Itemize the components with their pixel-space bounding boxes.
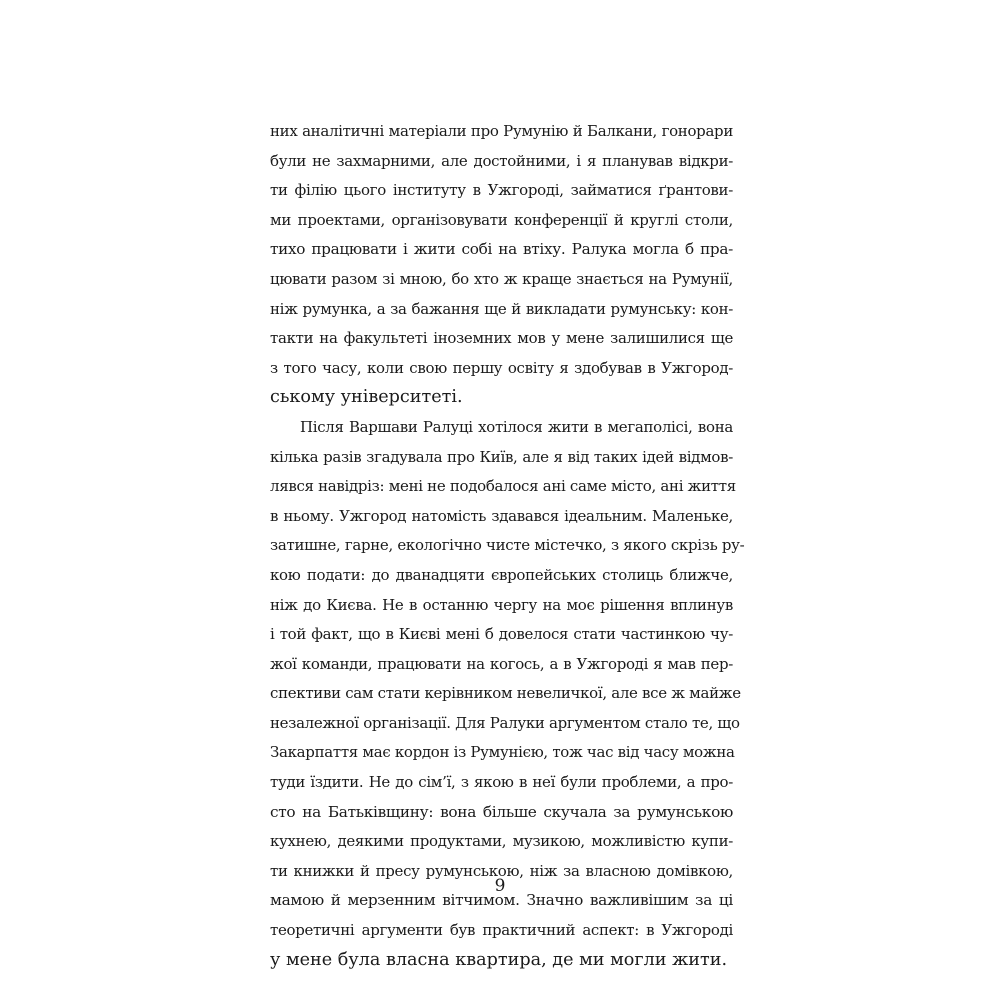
text-line: у мене була власна квартира, де ми могли жити.: [270, 949, 728, 970]
text-line: і той факт, що в Києві мені б довелося стати частинкою чу-: [270, 625, 733, 644]
text-line: ти філію цього інституту в Ужгороді, займатися ґрантови-: [270, 181, 733, 200]
text-line: ніж до Києва. Не в останню чергу на моє рішення вплинув: [270, 595, 733, 614]
text-line: затишне, гарне, екологічно чисте містечко, з якого скрізь ру-: [270, 536, 745, 555]
text-line: тихо працювати і жити собі на втіху. Ралука могла б пра-: [270, 240, 733, 259]
text-line: Після Варшави Ралуці хотілося жити в мегаполісі, вона: [300, 417, 733, 436]
text-line: теоретичні аргументи був практичний аспект: в Ужгороді: [270, 921, 733, 940]
text-line: ми проектами, організовувати конференції й круглі столи,: [270, 210, 733, 229]
body-text: [270, 117, 745, 975]
text-line: кухнею, деякими продуктами, музикою, можливістю купи-: [270, 832, 733, 851]
page-number: 9: [494, 876, 506, 896]
text-line: спективи сам стати керівником невеличкої, але все ж майже: [270, 684, 741, 703]
text-line: Закарпаття має кордон із Румунією, тож час від часу можна: [270, 743, 735, 762]
text-line: незалежної організації. Для Ралуки аргументом стало те, що: [270, 713, 740, 732]
text-line: лявся навідріз: мені не подобалося ані саме місто, ані життя: [270, 477, 736, 496]
text-line: туди їздити. Не до сім’ї, з якою в неї були проблеми, а про-: [270, 773, 733, 792]
text-line: цювати разом зі мною, бо хто ж краще знається на Румунії,: [270, 269, 733, 288]
text-line: з того часу, коли свою першу освіту я здобував в Ужгород-: [270, 358, 733, 377]
text-line: сто на Батьківщину: вона більше скучала за румунською: [270, 802, 733, 821]
text-line: жої команди, працювати на когось, а в Ужгороді я мав пер-: [270, 654, 733, 673]
text-line: кою подати: до дванадцяти європейських столиць ближче,: [270, 565, 733, 584]
text-line: кілька разів згадувала про Київ, але я від таких ідей відмов-: [270, 447, 733, 466]
text-line: ському університеті.: [270, 387, 463, 408]
text-line: ти книжки й пресу румунською, ніж за власною домівкою,: [270, 861, 733, 880]
text-line: мамою й мерзенним вітчимом. Значно важливішим за ці: [270, 891, 733, 910]
text-line: в ньому. Ужгород натомість здавався ідеальним. Маленьке,: [270, 506, 733, 525]
text-line: були не захмарними, але достойними, і я планував відкри-: [270, 151, 733, 170]
text-line: них аналітичні матеріали про Румунію й Балкани, гонорари: [270, 122, 733, 140]
text-line: такти на факультеті іноземних мов у мене залишилися ще: [270, 329, 733, 348]
text-line: ніж румунка, а за бажання ще й викладати румунську: кон-: [270, 299, 733, 318]
paragraph-1: [270, 117, 733, 413]
